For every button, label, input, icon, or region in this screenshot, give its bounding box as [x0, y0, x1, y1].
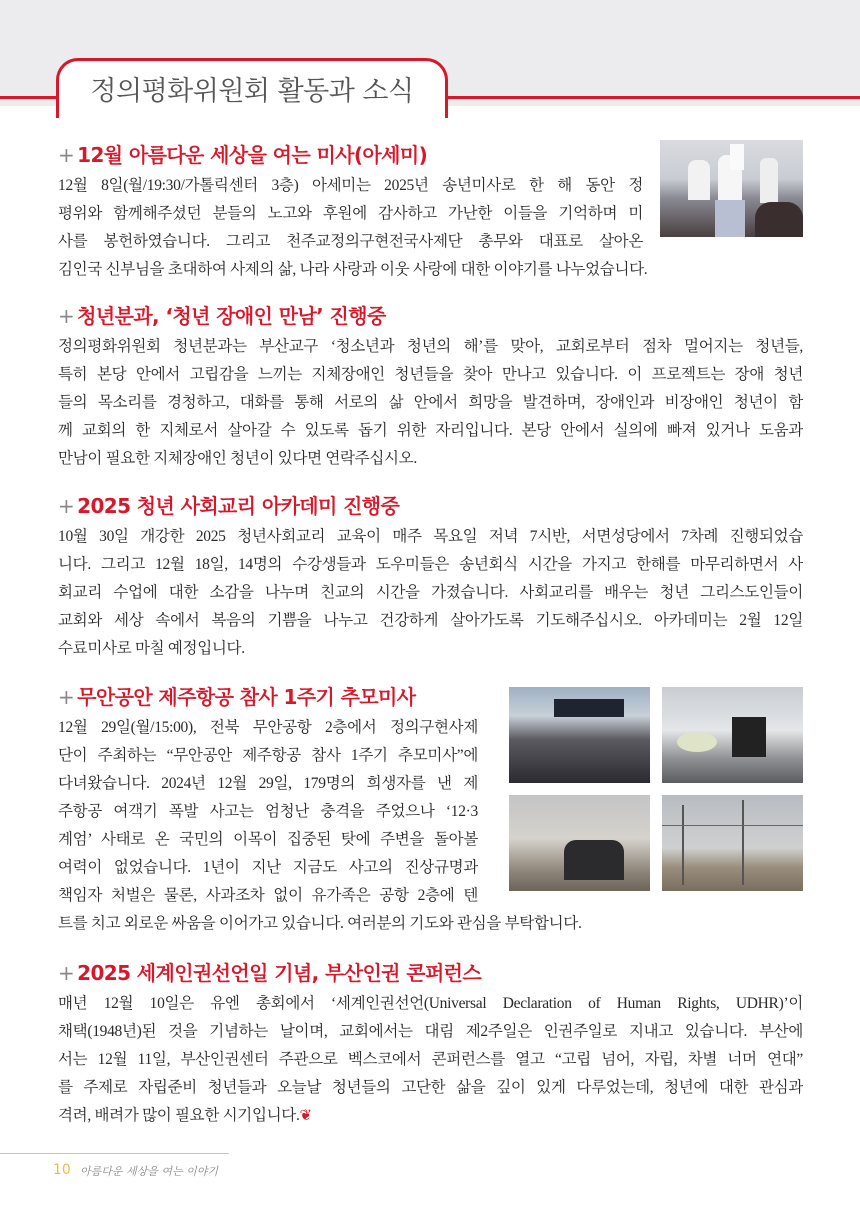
body-line: 격려, 배려가 많이 필요한 시기입니다. — [58, 1107, 300, 1124]
section-heading: 무안공안 제주항공 참사 1주기 추모미사 — [77, 685, 416, 709]
section-heading: 2025 청년 사회교리 아카데미 진행중 — [77, 494, 400, 518]
photo-airport-altar — [662, 687, 803, 783]
body-line: 께 교회의 한 지체로서 살아갈 수 있도록 돕기 위한 자리입니다. 본당 안에서 실의에 빠져 있거나 도움과 — [58, 422, 803, 439]
body-line: 주항공 여객기 폭발 사고는 엄청난 충격을 주었으나 ‘12·3 — [58, 803, 478, 820]
section-heading: 12월 아름다운 세상을 여는 미사(아세미) — [77, 143, 428, 167]
body-line: 12월 29일(월/15:00), 전북 무안공항 2층에서 정의구현사제 — [58, 719, 478, 736]
header-rule-left — [0, 96, 58, 99]
body-line: 단이 주최하는 “무안공안 제주항공 참사 1주기 추모미사”에 — [58, 747, 478, 764]
body-line: 채택(1948년)된 것을 기념하는 날이며, 교회에서는 대림 제2주일은 인권주일로 지내고 있습니다. 부산에 — [58, 1023, 803, 1040]
leaf-icon: ❦ — [299, 1108, 312, 1124]
body-line: 정의평화위원회 청년분과는 부산교구 ‘청소년과 청년의 해’를 맞아, 교회로부터 점차 멀어지는 청년들, — [58, 338, 803, 355]
plus-icon: + — [58, 961, 75, 985]
body-line: 책임자 처벌은 물론, 사과조차 없이 유가족은 공항 2층에 텐 — [58, 887, 478, 904]
body-line: 김인국 신부님을 초대하여 사제의 삶, 나라 사랑과 이웃 사랑에 대한 이야기를 나누었습니다. — [58, 261, 648, 278]
body-line: 니다. 그리고 12월 18일, 14명의 수강생들과 도우미들은 송년회식 시간을 가지고 한해를 마무리하면서 사 — [58, 556, 803, 573]
body-line: 여력이 없었습니다. 1년이 지난 지금도 사고의 진상규명과 — [58, 859, 478, 876]
body-line: 만남이 필요한 지체장애인 청년이 있다면 연락주십시오. — [58, 450, 417, 467]
body-line: 트를 치고 외로운 싸움을 이어가고 있습니다. 여러분의 기도와 관심을 부탁합니다. — [58, 915, 582, 932]
photo-memorial-crowd — [509, 687, 650, 783]
plus-icon: + — [58, 304, 75, 328]
body-line: 회교리 수업에 대한 소감을 나누며 친교의 시간을 가졌습니다. 사회교리를 배우는 청년 그리스도인들이 — [58, 584, 803, 601]
body-line: 사를 봉헌하였습니다. 그리고 천주교정의구현전국사제단 총무와 대표로 살아온 — [58, 233, 643, 250]
publication-title: 아름다운 세상을 여는 이야기 — [80, 1165, 219, 1178]
photo-fence-visitors — [509, 795, 650, 891]
photo-barbed-fence — [662, 795, 803, 891]
photo-mass — [660, 140, 803, 237]
header-rule-right — [446, 96, 860, 99]
body-line: 서는 12월 11일, 부산인권센터 주관으로 벡스코에서 콘퍼런스를 열고 “고립 넘어, 자립, 차별 너머 연대” — [58, 1051, 803, 1068]
body-line: 수료미사로 마칠 예정입니다. — [58, 640, 245, 657]
section-human-rights — [58, 956, 803, 1130]
body-line: 다녀왔습니다. 2024년 12월 29일, 179명의 희생자를 낸 제 — [58, 775, 478, 792]
body-line: 를 주제로 자립준비 청년들과 오늘날 청년들의 고단한 삶을 깊이 있게 다루었는데, 청년에 대한 관심과 — [58, 1079, 803, 1096]
plus-icon: + — [58, 494, 75, 518]
body-line: 12월 8일(월/19:30/가톨릭센터 3층) 아세미는 2025년 송년미사로 한 해 동안 정 — [58, 177, 643, 194]
plus-icon: + — [58, 143, 75, 167]
body-line: 계엄’ 사태로 온 국민의 이목이 집중된 탓에 주변을 돌아볼 — [58, 831, 478, 848]
section-tab — [56, 58, 448, 118]
body-line: 평위와 함께해주셨던 분들의 노고와 후원에 감사하고 가난한 이들을 기억하며 미 — [58, 205, 643, 222]
plus-icon: + — [58, 685, 75, 709]
body-line: 교회와 세상 속에서 복음의 기쁨을 나누고 건강하게 살아가도록 기도해주십시오. 아카데미는 2월 12일 — [58, 612, 803, 629]
body-line: 특히 본당 안에서 고립감을 느끼는 지체장애인 청년들을 찾아 만나고 있습니다. 이 프로젝트는 장애 청년 — [58, 366, 803, 383]
body-line: 들의 목소리를 경청하고, 대화를 통해 서로의 삶 안에서 희망을 발견하며, 장애인과 비장애인 청년이 함 — [58, 394, 803, 411]
footer-rule — [0, 1153, 229, 1154]
page-title: 정의평화위원회 활동과 소식 — [90, 76, 414, 107]
page-number: 10 — [53, 1162, 71, 1178]
section-heading: 2025 세계인권선언일 기념, 부산인권 콘퍼런스 — [77, 961, 482, 985]
section-social-doctrine — [58, 489, 803, 663]
section-youth-disability — [58, 299, 803, 473]
body-line: 10월 30일 개강한 2025 청년사회교리 교육이 매주 목요일 저녁 7시반, 서면성당에서 7차례 진행되었습 — [58, 528, 803, 545]
body-line: 매년 12월 10일은 유엔 총회에서 ‘세계인권선언(Universal Declaration of Human Rights, UDHR)’이 — [58, 995, 803, 1012]
section-heading: 청년분과, ‘청년 장애인 만남’ 진행중 — [77, 304, 386, 328]
